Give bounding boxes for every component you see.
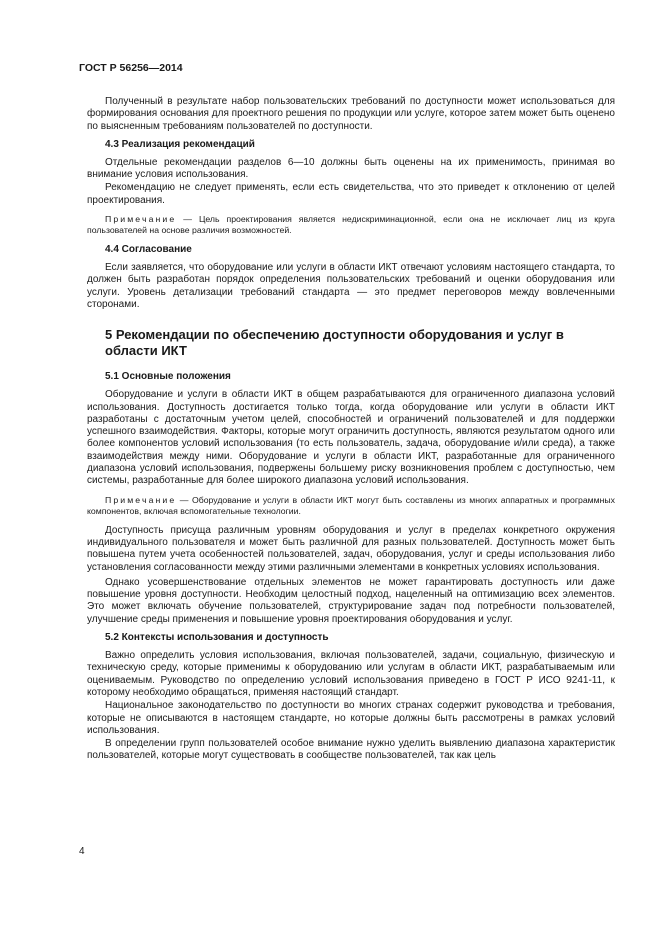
intro-paragraph: Полученный в результате набор пользовательских требований по доступности может использоваться для формирования основания для проектного решения по продукции или услуге, которое затем может быть оценено по выясненным требованиям пользователей по доступности. <box>87 96 615 132</box>
paragraph: Если заявляется, что оборудование или услуги в области ИКТ отвечают условиям настоящего стандарта, то должен быть разработан порядок определения пользовательских требований и оценки оборудования или услуги. Уровень детализации требований стандарта — это предмет переговоров между вовлеченными сторонами. <box>87 262 615 310</box>
note-text: — Цель проектирования является недискриминационной, если она не исключает лиц из круга пользователей на основе различия возможностей. <box>87 214 615 236</box>
section-5-heading: 5 Рекомендации по обеспечению доступности оборудования и услуг в области ИКТ <box>105 327 564 359</box>
paragraph: В определении групп пользователей особое внимание нужно уделить выявлению диапазона характеристик пользователей, которые могут существовать в сообществе пользователей, так как цель <box>87 738 615 762</box>
note-text: — Оборудование и услуги в области ИКТ могут быть составлены из многих аппаратных и программных компонентов, включая вспомогательные технологии. <box>87 494 615 516</box>
note-label: Примечание <box>105 214 177 225</box>
section-4-4-heading: 4.4 Согласование <box>105 244 192 256</box>
paragraph: Доступность присуща различным уровням оборудования и услуг в пределах конкретного окружения индивидуального пользователя и может быть различной для разных пользователей. Доступность может быть повышена путем учета особенностей пользователей, задач, оборудования, услуг и среды использования либо установления согласованности между этими различными элементами в конкретных условиях использования. <box>87 524 615 573</box>
section-5-1-heading: 5.1 Основные положения <box>105 371 231 383</box>
note <box>87 495 615 517</box>
page-content <box>87 96 615 764</box>
paragraph: Однако усовершенствование отдельных элементов не может гарантировать доступность или даже повышение уровня доступности. Необходим целостный подход, нацеленный на оптимизацию всех элементов. Это может включать обучение пользователей, структурирование задач под потребности пользователей, улучшение среды применения и повышение уровня проектирования оборудования и услуг. <box>87 576 615 625</box>
paragraph: Рекомендацию не следует применять, если есть свидетельства, что это приведет к отклонению от целей проектирования. <box>87 182 615 206</box>
section-4-3-heading: 4.3 Реализация рекомендаций <box>105 138 255 150</box>
note <box>87 214 615 236</box>
paragraph: Оборудование и услуги в области ИКТ в общем разрабатываются для ограниченного диапазона условий использования. Доступность достигается только тогда, когда оборудование или услуги в области ИКТ разработаны с достаточным учетом целей, способностей и ограничений пользователей и для поддержки успешного взаимодействия. Факторы, которые могут ограничить доступность, являются результатом одного или более компонентов условий использования (то есть пользователь, задача, оборудование и/или среда), а также взаимодействия между ними. Оборудование и услуги в области ИКТ, разработанные для ограниченного диапазона условий использования, подвержены большему риску возникновения проблем с доступностью, чем системы, разработанные для более широкого диапазона условий использования. <box>87 389 615 487</box>
paragraph: Отдельные рекомендации разделов 6—10 должны быть оценены на их применимость, принимая во внимание условия использования. <box>87 156 615 181</box>
standard-header: ГОСТ Р 56256—2014 <box>79 62 183 74</box>
paragraph: Национальное законодательство по доступности во многих странах содержит руководства и требования, которые не описываются в настоящем стандарте, но которые должны быть рассмотрены в рамках условий использования. <box>87 700 615 736</box>
page-number: 4 <box>79 846 85 857</box>
paragraph: Важно определить условия использования, включая пользователей, задачи, социальную, физическую и техническую среду, которые применимы к оборудованию или услугам в области ИКТ, разрабатываемым или оцениваемым. Руководство по определению условий использования приведено в ГОСТ Р ИСО 9241-11, к которому необходимо обращаться, применяя настоящий стандарт. <box>87 650 615 698</box>
note-label: Примечание <box>105 494 177 505</box>
section-5-2-heading: 5.2 Контексты использования и доступность <box>105 632 329 644</box>
